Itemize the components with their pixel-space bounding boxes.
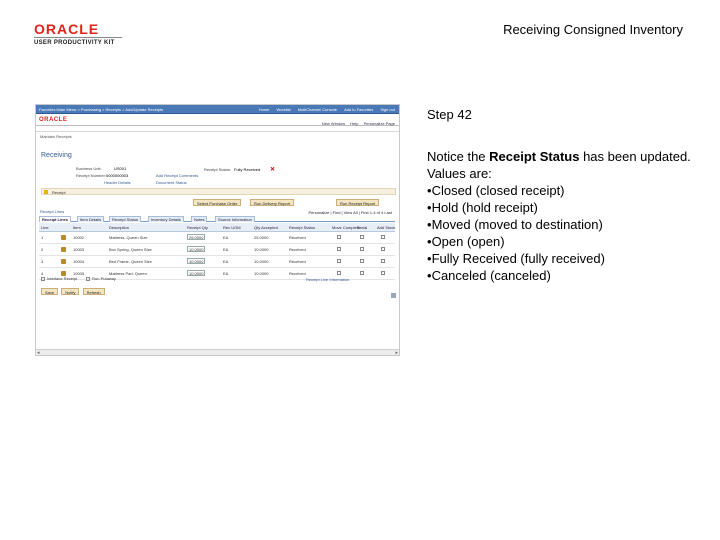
business-unit-value: US001 xyxy=(114,166,127,171)
notice-sentence xyxy=(427,148,697,182)
receipt-line-icon[interactable] xyxy=(61,235,66,240)
row-line: 2 xyxy=(41,247,44,252)
scroll-right-icon[interactable]: ▸ xyxy=(395,350,398,356)
row-receipt-qty-input[interactable]: 10.0000 xyxy=(189,259,204,264)
top-links xyxy=(253,107,395,112)
logo-rule xyxy=(34,37,122,38)
row-description: Mattress, Queen Size xyxy=(109,235,148,240)
row-accepted: 10.0000 xyxy=(254,259,269,264)
col-move-complete: Move Complete xyxy=(332,225,361,230)
row-serial-checkbox[interactable] xyxy=(360,271,364,275)
document-status-link[interactable]: Document Status xyxy=(156,180,187,185)
row-serial-checkbox[interactable] xyxy=(360,259,364,263)
oracle-logo-text: ORACLE xyxy=(34,21,100,37)
notice-bold-term: Receipt Status xyxy=(489,149,580,164)
row-uom: EA xyxy=(223,271,229,276)
tab-notes[interactable]: Notes xyxy=(191,216,207,222)
row-item[interactable]: 10004 xyxy=(73,259,85,264)
row-item[interactable]: 10003 xyxy=(73,247,85,252)
row-item[interactable]: 10005 xyxy=(73,271,85,276)
list-item: • Closed (closed receipt) xyxy=(427,182,697,199)
page-options-icon[interactable] xyxy=(391,293,396,298)
row-accepted: 10.0000 xyxy=(254,247,269,252)
notice-prefix: Notice the xyxy=(427,149,490,164)
row-description: Mattress Pad, Queen xyxy=(109,271,147,276)
list-item: • Hold (hold receipt) xyxy=(427,199,697,216)
table-row xyxy=(39,232,395,244)
receipt-line-icon[interactable] xyxy=(61,259,66,264)
row-move-checkbox[interactable] xyxy=(337,247,341,251)
list-item: • Fully Received (fully received) xyxy=(427,250,697,267)
run-putaway-checkbox[interactable] xyxy=(86,277,90,281)
col-serial: Serial xyxy=(357,225,368,230)
bottom-button-bar xyxy=(41,288,107,295)
row-status: Received xyxy=(289,247,306,252)
business-unit-label: Business Unit: xyxy=(76,166,102,171)
row-move-checkbox[interactable] xyxy=(337,271,341,275)
row-line: 3 xyxy=(41,259,44,264)
row-stock-checkbox[interactable] xyxy=(381,259,385,263)
receipt-number-value: 0000000003 xyxy=(106,173,129,178)
receipt-status-value: Fully Received xyxy=(234,167,261,172)
row-uom: EA xyxy=(223,259,229,264)
application-screenshot xyxy=(35,104,400,356)
col-line: Line xyxy=(41,225,49,230)
receipt-line-info-link[interactable]: Receipt Line Information xyxy=(306,277,350,282)
top-nav-bar xyxy=(36,105,399,114)
receipt-message-bar xyxy=(41,188,396,195)
warning-icon xyxy=(44,190,48,194)
grid-pager[interactable]: Personalize | Find | View All | First 1-4 of 4 Last xyxy=(308,210,392,215)
interface-receipt-label: Interface Receipt xyxy=(47,276,78,281)
run-delivery-report-button[interactable]: Run Delivery Report xyxy=(250,199,294,206)
notice-suffix: has been updated. Values are: xyxy=(427,149,691,181)
link-multichannel[interactable]: MultiChannel Console xyxy=(297,107,337,112)
col-item: Item xyxy=(73,225,81,230)
grid-header-row xyxy=(39,223,395,232)
grid-title: Receipt Lines xyxy=(40,209,65,214)
col-receipt-status: Receipt Status xyxy=(289,225,316,230)
link-worklist[interactable]: Worklist xyxy=(276,107,291,112)
row-status: Received xyxy=(289,259,306,264)
link-new-window[interactable]: New Window xyxy=(321,121,346,126)
row-description: Box Spring, Queen Size xyxy=(109,247,152,252)
row-receipt-qty-input[interactable]: 25.0000 xyxy=(189,235,204,240)
document-title: Receiving Consigned Inventory xyxy=(503,22,683,37)
col-add-stock: Add Stock xyxy=(377,225,396,230)
row-stock-checkbox[interactable] xyxy=(381,247,385,251)
run-receipt-report-button[interactable]: Run Receipt Report xyxy=(336,199,379,206)
col-rec-uom: Rec UOM xyxy=(223,225,241,230)
col-description: Description xyxy=(109,225,130,230)
upk-subtitle: USER PRODUCTIVITY KIT xyxy=(34,40,115,46)
row-stock-checkbox[interactable] xyxy=(381,271,385,275)
tab-item-details[interactable]: Item Details xyxy=(77,216,104,222)
table-row xyxy=(39,244,395,256)
col-qty-accepted: Qty Accepted xyxy=(254,225,278,230)
receipt-lines-grid xyxy=(39,223,395,280)
section-label: Maintain Receipts xyxy=(40,134,72,139)
tab-receipt-status[interactable]: Receipt Status xyxy=(109,216,141,222)
row-status: Received xyxy=(289,271,306,276)
row-uom: EA xyxy=(223,235,229,240)
page-heading: Receiving xyxy=(41,152,72,159)
add-comments-link[interactable]: Add Receipt Comments xyxy=(156,173,199,178)
receipt-status-label: Receipt Status: xyxy=(204,167,232,172)
status-values-list xyxy=(427,182,697,284)
row-receipt-qty-input[interactable]: 10.0000 xyxy=(189,247,204,252)
row-line: 4 xyxy=(41,271,44,276)
tab-source-information[interactable]: Source Information xyxy=(215,216,255,222)
grid-tabs xyxy=(39,216,395,222)
table-row xyxy=(39,256,395,268)
step-instructions xyxy=(427,148,697,284)
list-item: • Canceled (canceled) xyxy=(427,267,697,284)
link-personalize-page[interactable]: Personalize Page xyxy=(363,121,395,126)
row-status: Received xyxy=(289,235,306,240)
horizontal-scrollbar[interactable] xyxy=(36,349,399,355)
row-receipt-qty-input[interactable]: 10.0000 xyxy=(189,271,204,276)
nav-breadcrumb[interactable]: Favorites Main Menu > Purchasing > Receipts > Add/Update Receipts xyxy=(39,107,164,112)
app-brand-logo: ORACLE xyxy=(39,117,68,123)
status-indicator-icon: ✕ xyxy=(270,167,276,173)
link-favorites[interactable]: Add to Favorites xyxy=(344,107,374,112)
utility-links xyxy=(318,121,395,126)
row-item[interactable]: 10002 xyxy=(73,235,85,240)
link-home[interactable]: Home xyxy=(258,107,270,112)
list-item: • Moved (moved to destination) xyxy=(427,216,697,233)
notify-button[interactable]: Notify xyxy=(61,288,79,295)
row-move-checkbox[interactable] xyxy=(337,235,341,239)
run-putaway-label: Run Putaway xyxy=(92,276,116,281)
link-help[interactable]: Help xyxy=(350,121,359,126)
row-stock-checkbox[interactable] xyxy=(381,235,385,239)
save-button[interactable]: Save xyxy=(41,288,58,295)
receipt-line-icon[interactable] xyxy=(61,247,66,252)
row-serial-checkbox[interactable] xyxy=(360,247,364,251)
row-accepted: 10.0000 xyxy=(254,271,269,276)
section-bar xyxy=(36,131,399,141)
receipt-number-label: Receipt Number: xyxy=(76,173,107,178)
oracle-upk-logo xyxy=(34,22,124,46)
receipt-message-text: Receipt xyxy=(52,190,66,195)
refresh-button[interactable]: Refresh xyxy=(83,288,105,295)
scroll-left-icon[interactable]: ◂ xyxy=(37,350,40,356)
row-line: 1 xyxy=(41,235,44,240)
row-description: Bed Frame, Queen Size xyxy=(109,259,152,264)
header-details-link[interactable]: Header Details xyxy=(104,180,131,185)
link-signout[interactable]: Sign out xyxy=(380,107,395,112)
step-number: Step 42 xyxy=(427,107,472,122)
bottom-options xyxy=(41,276,116,281)
select-po-button[interactable]: Select Purchase Order xyxy=(193,199,241,206)
row-accepted: 25.0000 xyxy=(254,235,269,240)
row-serial-checkbox[interactable] xyxy=(360,235,364,239)
tab-receipt-lines[interactable]: Receipt Lines xyxy=(39,216,71,222)
row-move-checkbox[interactable] xyxy=(337,259,341,263)
interface-receipt-checkbox[interactable] xyxy=(41,277,45,281)
row-uom: EA xyxy=(223,247,229,252)
col-receipt-qty: Receipt Qty xyxy=(187,225,208,230)
tab-inventory-details[interactable]: Inventory Details xyxy=(148,216,184,222)
list-item: • Open (open) xyxy=(427,233,697,250)
